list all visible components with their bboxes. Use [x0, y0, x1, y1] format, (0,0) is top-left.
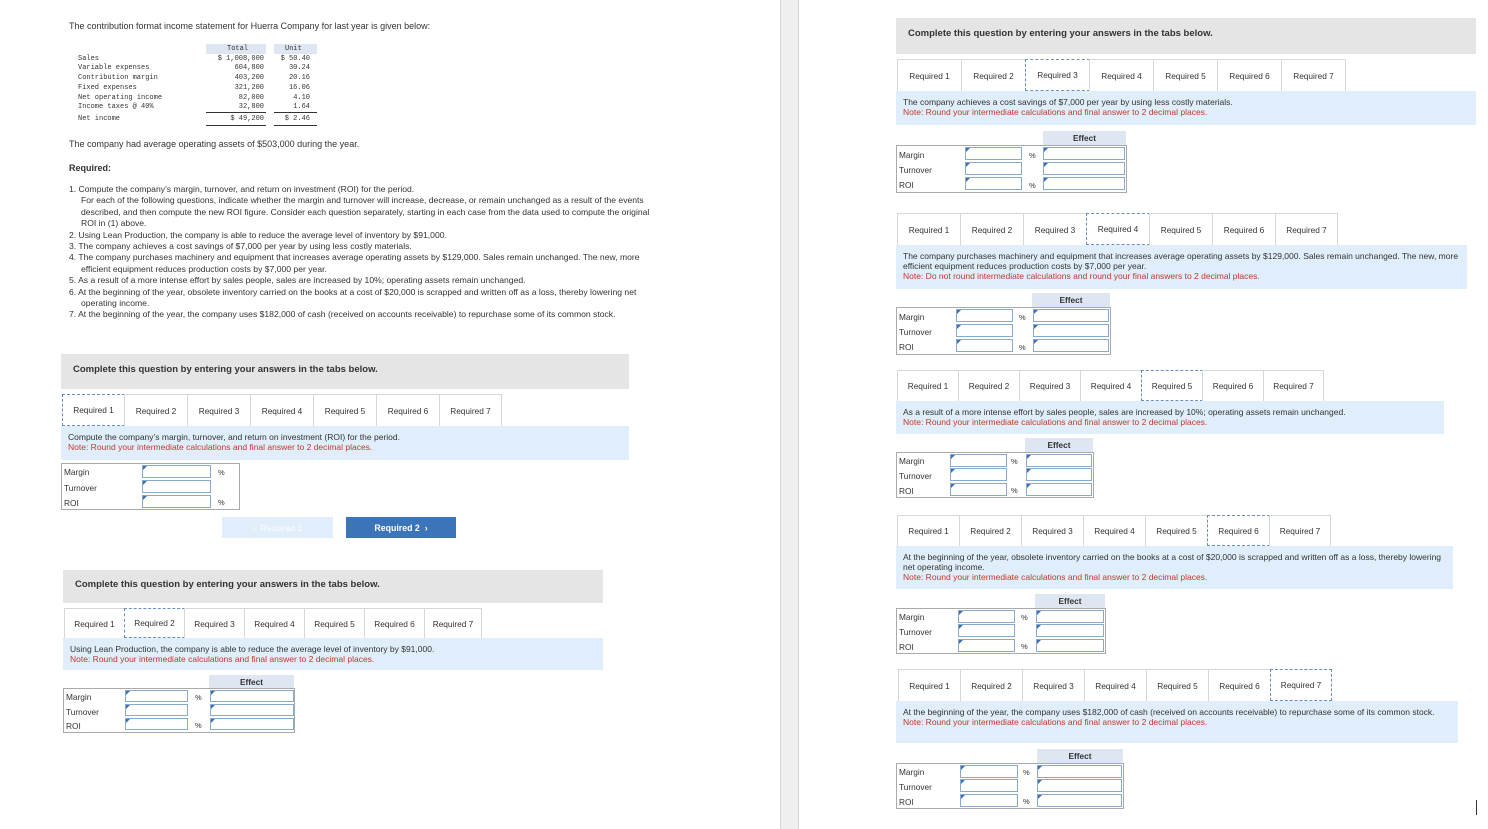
tab-required-7[interactable]: Required 7	[1275, 213, 1338, 245]
answer-grid: Margin Turnover ROI % %	[896, 452, 1094, 498]
tab-required-7[interactable]: Required 7	[1270, 669, 1332, 701]
tab-required-5[interactable]: Required 5	[313, 394, 377, 426]
effect-header: Effect	[1035, 594, 1105, 608]
tab-required-4[interactable]: Required 4	[1084, 669, 1147, 701]
table-row: Sales $ 1,008,000 $ 50.40	[78, 55, 310, 63]
tab-required-4[interactable]: Required 4	[1086, 213, 1150, 245]
margin-input[interactable]	[965, 147, 1022, 160]
row-label-margin: Margin	[64, 467, 90, 477]
tab-required-7[interactable]: Required 7	[439, 394, 502, 426]
roi-input[interactable]	[950, 483, 1007, 496]
answer-grid: Margin Turnover ROI % %	[896, 307, 1111, 355]
effect-header: Effect	[1043, 131, 1126, 145]
tab-required-4[interactable]: Required 4	[1083, 515, 1146, 546]
tab-required-7[interactable]: Required 7	[1281, 59, 1346, 91]
tab-required-3[interactable]: Required 3	[1022, 669, 1085, 701]
tab-required-1[interactable]: Required 1	[897, 59, 962, 91]
turnover-effect-select[interactable]	[1043, 162, 1125, 175]
margin-input[interactable]	[125, 690, 188, 702]
avg-assets-text: The company had average operating assets of $503,000 during the year.	[69, 139, 360, 149]
tab-required-3[interactable]: Required 3	[1021, 515, 1084, 546]
roi-effect-select[interactable]	[1043, 177, 1125, 190]
margin-effect-select[interactable]	[1026, 454, 1092, 467]
margin-effect-select[interactable]	[1037, 765, 1122, 778]
required-item: 4. The company purchases machinery and equipment that increases average operating assets by $129,000. Sales remain unchanged. The new, more efficient equipment reduces production costs by $7,000 per year.	[69, 252, 640, 274]
roi-input[interactable]	[125, 718, 188, 730]
tab-required-3[interactable]: Required 3	[1025, 59, 1090, 91]
required-item: 7. At the beginning of the year, the company uses $182,000 of cash (received on accounts receivable) to repurchase some of its common stock.	[69, 309, 616, 320]
effect-header: Effect	[1025, 438, 1093, 452]
margin-input[interactable]	[956, 309, 1013, 322]
effect-header: Effect	[209, 675, 294, 688]
row-label-roi: ROI	[64, 498, 79, 508]
tab-required-2[interactable]: Required 2	[961, 59, 1026, 91]
margin-effect-select[interactable]	[1033, 309, 1109, 322]
margin-input[interactable]	[950, 454, 1007, 467]
roi-effect-select[interactable]	[1036, 639, 1104, 652]
tab-required-1[interactable]: Required 1	[897, 213, 961, 245]
roi-effect-select[interactable]	[1026, 483, 1092, 496]
answer-grid: Margin Turnover ROI % %	[896, 763, 1124, 809]
margin-effect-select[interactable]	[1036, 610, 1104, 623]
answer-grid: Margin Turnover ROI % %	[61, 463, 240, 510]
required-item: 2. Using Lean Production, the company is able to reduce the average level of inventory by $91,000.	[69, 229, 447, 240]
question-box: Compute the company’s margin, turnover, and return on investment (ROI) for the period. Note: Round your intermediate calculations and final answer to 2 decimal places.	[61, 426, 629, 460]
turnover-effect-select[interactable]	[1036, 624, 1104, 637]
panel-header: Complete this question by entering your answers in the tabs below.	[896, 18, 1476, 54]
tab-required-6[interactable]: Required 6	[1217, 59, 1282, 91]
table-row: Fixed expenses 321,200 16.06	[78, 84, 310, 92]
tab-required-2[interactable]: Required 2	[124, 394, 188, 426]
turnover-input[interactable]	[956, 324, 1013, 337]
margin-input[interactable]	[142, 465, 211, 478]
roi-effect-select[interactable]	[210, 718, 294, 730]
required-heading: Required:	[69, 163, 112, 173]
tab-required-6[interactable]: Required 6	[1208, 669, 1271, 701]
turnover-input[interactable]	[125, 704, 188, 716]
tab-required-5[interactable]: Required 5	[1141, 370, 1203, 401]
question-box: At the beginning of the year, the company uses $182,000 of cash (received on accounts receivable) to repurchase some of its common stock. Note: Round your intermediate calculations and final answer to 2 decimal places.	[896, 701, 1458, 743]
tab-required-7[interactable]: Required 7	[1269, 515, 1331, 546]
margin-input[interactable]	[958, 610, 1015, 623]
question-box: At the beginning of the year, obsolete inventory carried on the books at a cost of $20,000 is scrapped and written off as a loss, thereby lowering net operating income. Note: Round your intermediate calculations and final answer to 2 decimal places.	[896, 546, 1453, 589]
margin-input[interactable]	[960, 765, 1018, 778]
required-item: For each of the following questions, indicate whether the margin and turnover will increase, decrease, or remain unchanged as a result of the events described, and then compute the new ROI figure. Consider each question separately, starting in each case from the data used to compute the original ROI in (1) above.	[81, 195, 650, 229]
margin-effect-select[interactable]	[1043, 147, 1125, 160]
turnover-effect-select[interactable]	[1037, 779, 1122, 792]
turnover-input[interactable]	[965, 162, 1022, 175]
tab-required-1[interactable]: Required 1	[62, 394, 125, 426]
required-item: 1. Compute the company’s margin, turnover, and return on investment (ROI) for the period.	[69, 184, 415, 194]
tab-required-4[interactable]: Required 4	[1089, 59, 1154, 91]
roi-input[interactable]	[142, 495, 211, 508]
question-box: The company achieves a cost savings of $7,000 per year by using less costly materials. Note: Round your intermediate calculations and final answer to 2 decimal places.	[896, 91, 1476, 125]
tab-required-2[interactable]: Required 2	[960, 669, 1023, 701]
tab-required-1[interactable]: Required 1	[64, 608, 125, 638]
required-item: 3. The company achieves a cost savings of $7,000 per year by using less costly materials.	[69, 241, 412, 252]
tab-required-5[interactable]: Required 5	[1149, 213, 1213, 245]
tab-required-3[interactable]: Required 3	[184, 608, 245, 638]
required-list	[69, 184, 659, 321]
tab-bar	[898, 669, 1331, 701]
tab-required-5[interactable]: Required 5	[1146, 669, 1209, 701]
tab-required-5[interactable]: Required 5	[1145, 515, 1208, 546]
tab-required-7[interactable]: Required 7	[1263, 370, 1324, 401]
prev-button[interactable]: ‹ Required 1	[222, 517, 333, 538]
tab-required-3[interactable]: Required 3	[1023, 213, 1087, 245]
answer-grid: Margin Turnover ROI % %	[896, 145, 1127, 193]
required-item: 6. At the beginning of the year, obsolete inventory carried on the books at a cost of $20,000 is scrapped and written off as a loss, thereby lowering net operating income.	[69, 286, 637, 309]
effect-header: Effect	[1032, 293, 1110, 307]
table-row: Variable expenses 604,800 30.24	[78, 64, 310, 72]
tab-required-4[interactable]: Required 4	[1080, 370, 1142, 401]
page-divider	[780, 0, 799, 829]
tab-required-2[interactable]: Required 2	[958, 370, 1020, 401]
turnover-effect-select[interactable]	[210, 704, 294, 716]
question-box: The company purchases machinery and equipment that increases average operating assets by $129,000. Sales remain unchanged. The new, more efficient equipment reduces production costs by $7,000 per year. Note: Do not round intermediate calculations and round your final answers to 2 decimal places.	[896, 245, 1467, 289]
roi-input[interactable]	[965, 177, 1022, 190]
tab-required-1[interactable]: Required 1	[897, 515, 960, 546]
tab-required-6[interactable]: Required 6	[1212, 213, 1276, 245]
tab-bar	[62, 394, 501, 426]
header-unit: Unit	[285, 45, 302, 53]
required-item: 5. As a result of a more intense effort by sales people, sales are increased by 10%; operating assets remain unchanged.	[69, 275, 526, 286]
question-box: As a result of a more intense effort by sales people, sales are increased by 10%; operating assets remain unchanged. Note: Round your intermediate calculations and final answer to 2 decimal places.	[896, 401, 1444, 434]
turnover-input[interactable]	[960, 779, 1018, 792]
intro-text: The contribution format income statement for Huerra Company for last year is given below:	[69, 21, 431, 31]
tab-required-7[interactable]: Required 7	[424, 608, 482, 638]
tab-bar	[897, 213, 1337, 245]
margin-effect-select[interactable]	[210, 690, 294, 702]
turnover-effect-select[interactable]	[1033, 324, 1109, 337]
header-total: Total	[227, 45, 249, 53]
tab-required-2[interactable]: Required 2	[124, 608, 185, 638]
row-label-turnover: Turnover	[64, 483, 97, 493]
turnover-input[interactable]	[142, 480, 211, 493]
turnover-input[interactable]	[958, 624, 1015, 637]
tab-required-6[interactable]: Required 6	[376, 394, 440, 426]
roi-input[interactable]	[956, 339, 1013, 352]
next-button[interactable]: Required 2 ›	[346, 517, 456, 538]
tab-required-2[interactable]: Required 2	[960, 213, 1024, 245]
panel-header: Complete this question by entering your answers in the tabs below.	[63, 570, 603, 603]
tab-required-1[interactable]: Required 1	[898, 669, 961, 701]
tab-required-2[interactable]: Required 2	[959, 515, 1022, 546]
roi-effect-select[interactable]	[1037, 794, 1122, 807]
tab-required-6[interactable]: Required 6	[1207, 515, 1270, 546]
tab-required-3[interactable]: Required 3	[187, 394, 251, 426]
tab-bar	[897, 515, 1330, 546]
tab-required-5[interactable]: Required 5	[304, 608, 365, 638]
tab-required-4[interactable]: Required 4	[250, 394, 314, 426]
turnover-input[interactable]	[950, 468, 1007, 481]
tab-bar	[897, 59, 1345, 91]
table-row: Net operating income 82,000 4.10	[78, 94, 310, 102]
tab-required-6[interactable]: Required 6	[1202, 370, 1264, 401]
tab-bar	[64, 608, 481, 638]
tab-required-4[interactable]: Required 4	[244, 608, 305, 638]
tab-required-5[interactable]: Required 5	[1153, 59, 1218, 91]
question-box: Using Lean Production, the company is able to reduce the average level of inventory by $91,000. Note: Round your intermediate calculations and final answer to 2 decimal places.	[63, 638, 603, 670]
tab-required-6[interactable]: Required 6	[364, 608, 425, 638]
text-cursor	[1476, 800, 1477, 815]
answer-grid: Margin Turnover ROI % %	[63, 688, 295, 733]
table-row: Net income $ 49,200 $ 2.46	[78, 115, 310, 123]
roi-input[interactable]	[958, 639, 1015, 652]
tab-bar	[897, 370, 1323, 401]
roi-effect-select[interactable]	[1033, 339, 1109, 352]
tab-required-3[interactable]: Required 3	[1019, 370, 1081, 401]
effect-header: Effect	[1037, 749, 1123, 763]
table-row: Income taxes @ 40% 32,800 1.64	[78, 103, 310, 111]
tab-required-1[interactable]: Required 1	[897, 370, 959, 401]
table-row: Contribution margin 403,200 20.16	[78, 74, 310, 82]
turnover-effect-select[interactable]	[1026, 468, 1092, 481]
roi-input[interactable]	[960, 794, 1018, 807]
panel-header: Complete this question by entering your answers in the tabs below.	[61, 354, 629, 389]
answer-grid: Margin Turnover ROI % %	[896, 608, 1106, 654]
